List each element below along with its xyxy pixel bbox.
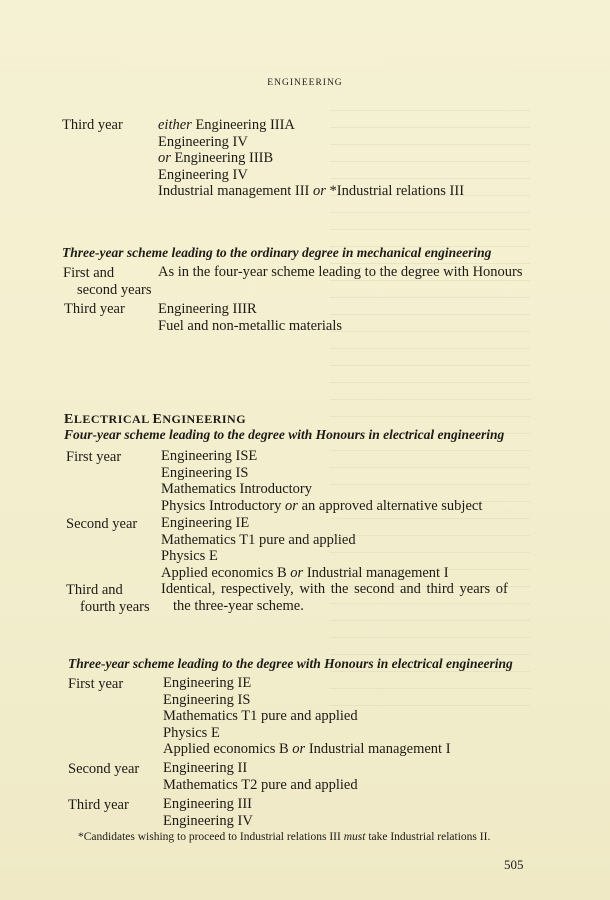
mechanical-ordinary-heading: Three-year scheme leading to the ordinary degree in mechanical engineering [62, 245, 492, 260]
elec4-second-year-label: Second year [66, 516, 138, 532]
elec3-third-year-label: Third year [68, 797, 129, 813]
elec3-second-year-items: Engineering II Mathematics T2 pure and applied [163, 760, 358, 793]
elec4-third-fourth-text: Identical, respectively, with the second and third years of the three-year scheme. [161, 581, 508, 614]
electrical-engineering-heading: ELECTRICAL ENGINEERING [64, 412, 247, 427]
third-year-option-b: or Engineering IIIB [158, 150, 274, 166]
elec4-first-year-items: Engineering ISE Engineering IS Mathematics Introductory Physics Introductory or an approved alternative subject [161, 448, 483, 514]
elec3-second-year-label: Second year [68, 761, 140, 777]
elec4-third-fourth-label: Third and fourth years [66, 582, 150, 615]
electrical-four-year-heading: Four-year scheme leading to the degree with Honours in electrical engineering [64, 427, 505, 442]
third-year-option-a: either Engineering IIIA [158, 117, 295, 133]
footnote: *Candidates wishing to proceed to Industrial relations III must take Industrial relations II. [78, 831, 491, 843]
elec3-first-year-label: First year [68, 676, 124, 692]
elec3-first-year-items: Engineering IE Engineering IS Mathematics T1 pure and applied Physics E Applied economics B or Industrial management I [163, 675, 451, 757]
third-year-option-a-item: Engineering IV [158, 133, 248, 150]
third-year-industrial: Industrial management III or *Industrial relations III [158, 183, 465, 199]
mech-third-year-label: Third year [64, 301, 125, 317]
elec4-second-year-items: Engineering IE Mathematics T1 pure and applied Physics E Applied economics B or Industrial management I [161, 515, 449, 581]
page-number: 505 [504, 857, 524, 872]
first-second-years-text: As in the four-year scheme leading to the degree with Honours [158, 264, 523, 280]
third-year-label: Third year [62, 117, 123, 133]
elec3-third-year-items: Engineering III Engineering IV [163, 796, 253, 829]
mech-third-year-items: Engineering IIIR Fuel and non-metallic materials [158, 301, 343, 334]
elec4-first-year-label: First year [66, 449, 122, 465]
electrical-three-year-heading: Three-year scheme leading to the degree with Honours in electrical engineering [68, 656, 513, 671]
third-year-options [158, 117, 464, 200]
third-year-option-b-item: Engineering IV [158, 166, 248, 183]
first-second-years-label: First and second years [63, 265, 152, 298]
running-head: ENGINEERING [267, 78, 343, 88]
